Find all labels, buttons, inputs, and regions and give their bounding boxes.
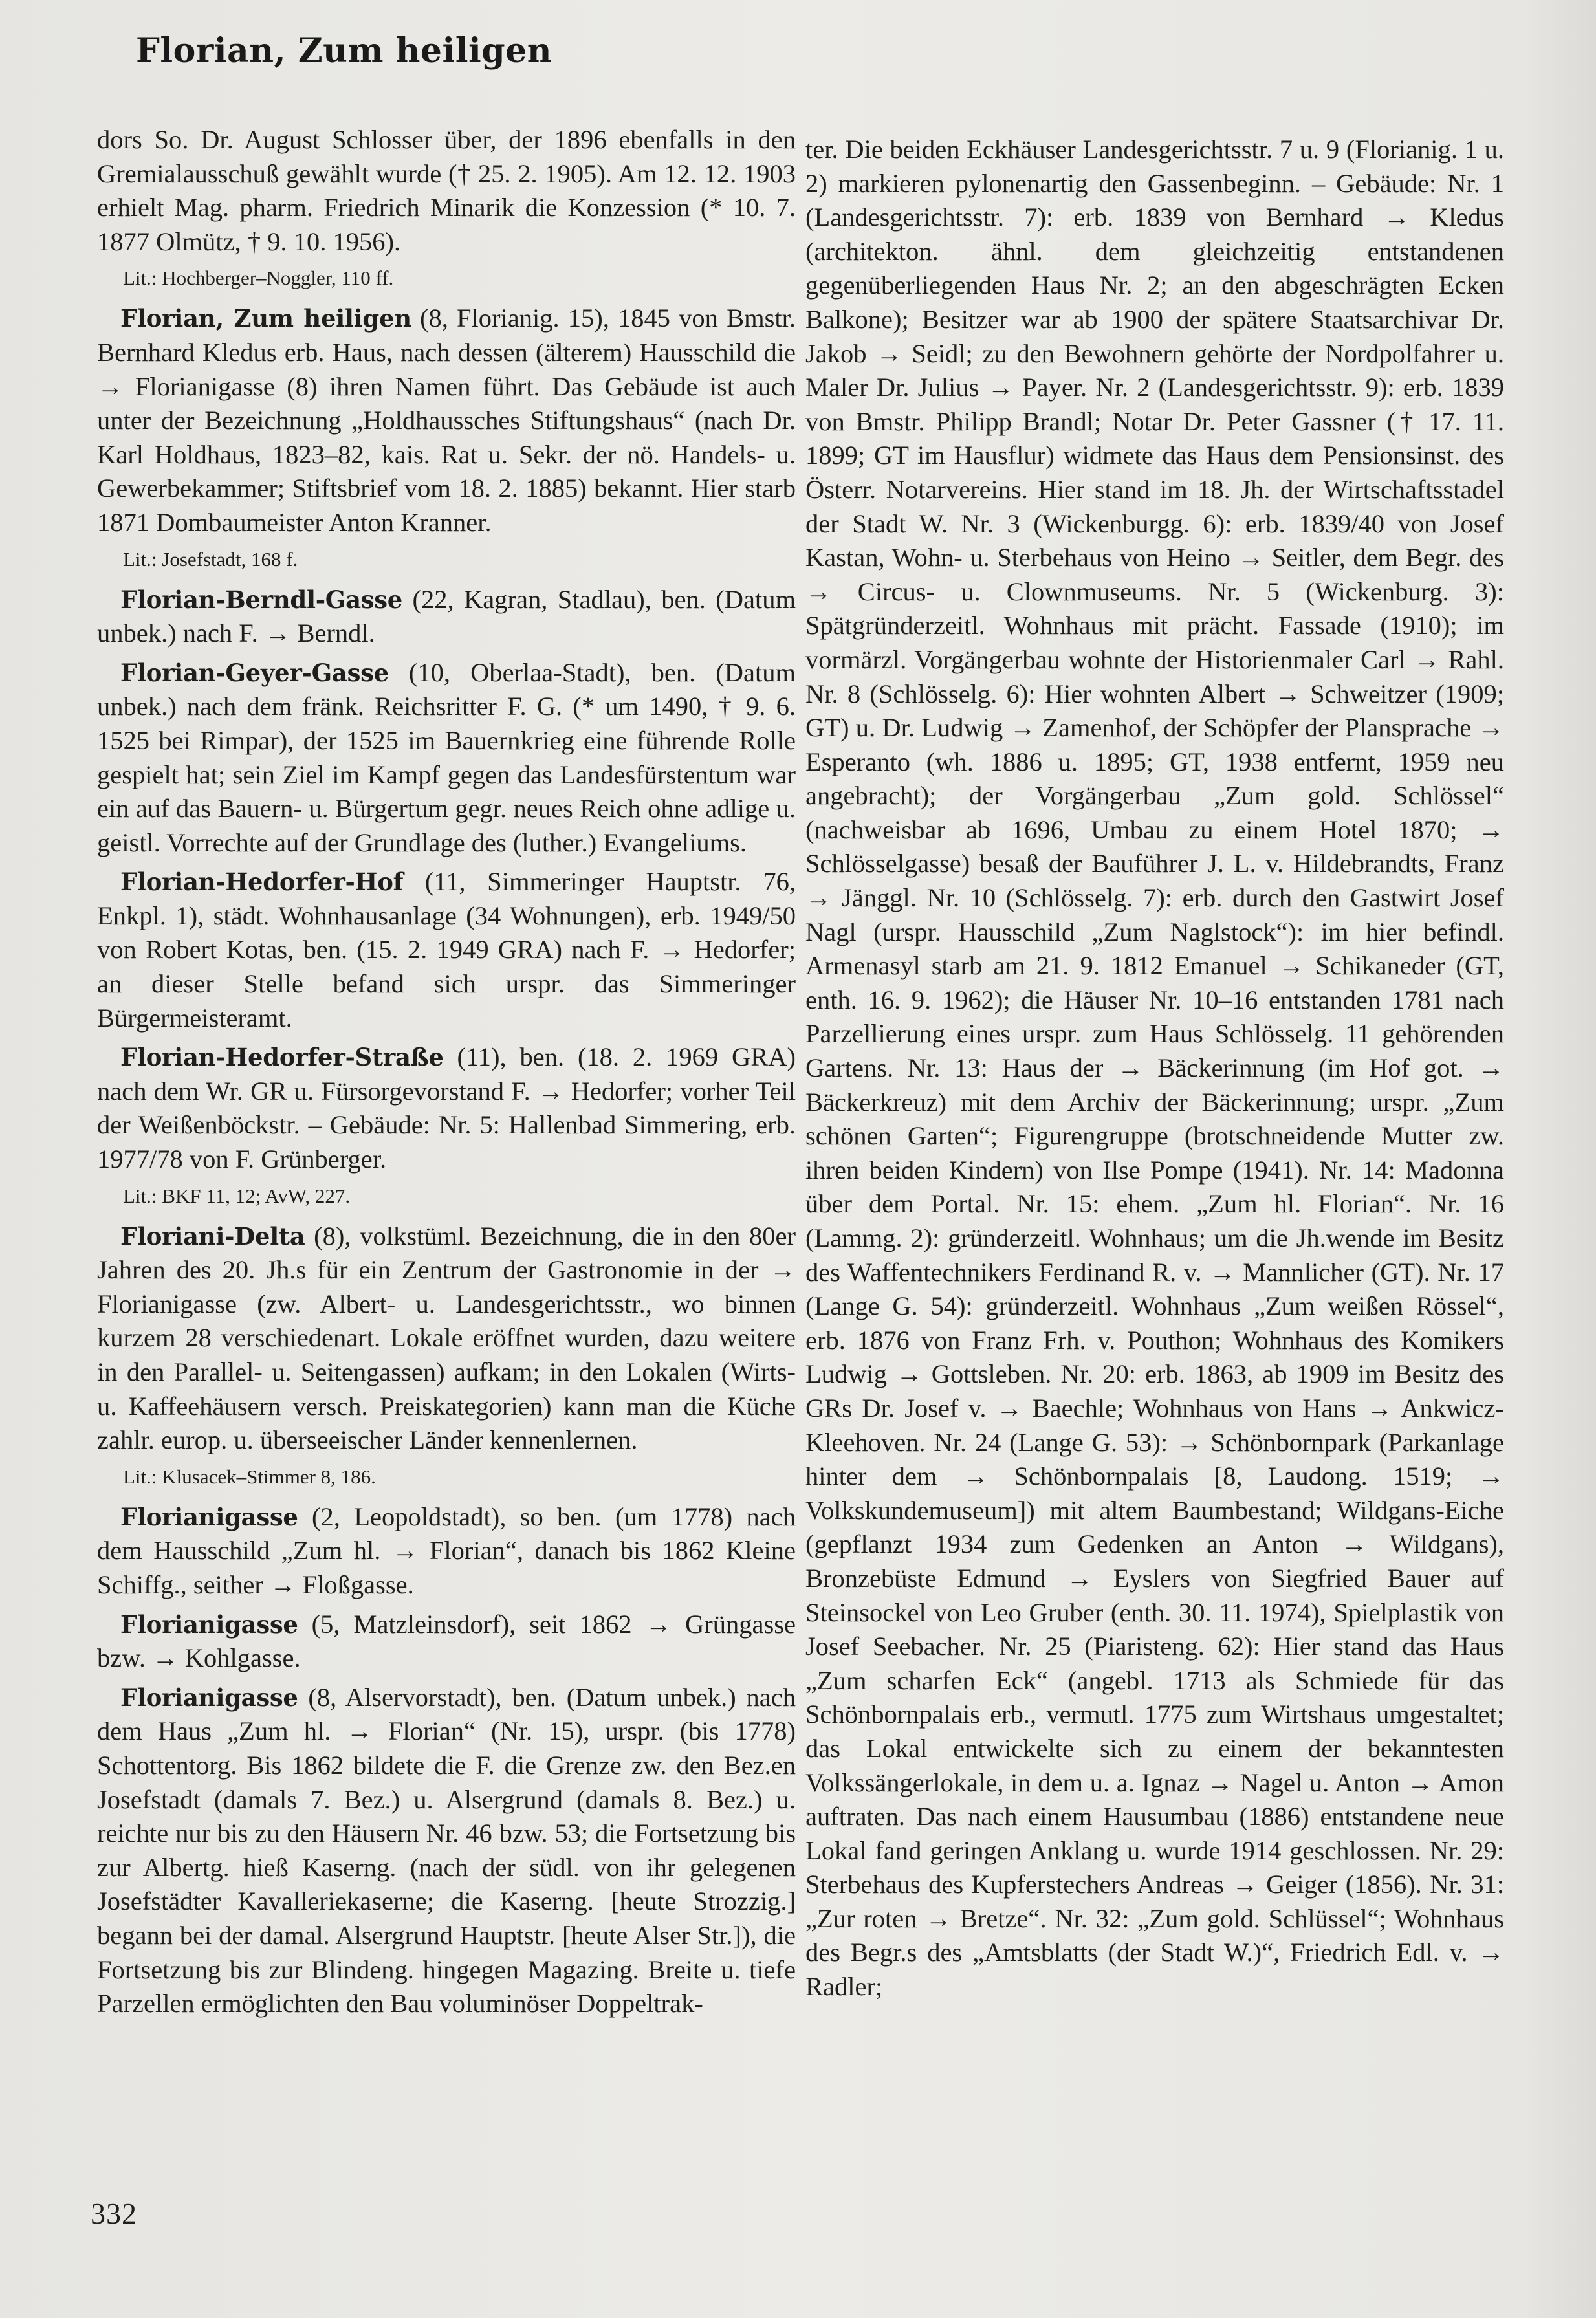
lexicon-entry	[97, 865, 796, 1035]
continuation-paragraph: ter. Die beiden Eckhäuser Landesgerichtsstr. 7 u. 9 (Florianig. 1 u. 2) markieren pylonenartig den Gassenbeginn. – Gebäude: Nr. 1 (Landesgerichtsstr. 7): erb. 1839 von Bernhard → Kledus (architekton. ähnl. dem gleichzeitig entstandenen gegenüberliegenden Haus Nr. 2; an den abgeschrägten Ecken Balkone); Besitzer war ab 1900 der spätere Staatsarchivar Dr. Jakob → Seidl; zu den Bewohnern gehörte der Nordpolfahrer u. Maler Dr. Julius → Payer. Nr. 2 (Landesgerichtsstr. 9): erb. 1839 von Bmstr. Philipp Brandl; Notar Dr. Peter Gassner († 17. 11. 1899; GT im Hausflur) widmete das Haus dem Pensionsinst. des Österr. Notarvereins. Hier stand im 18. Jh. der Wirtschaftsstadel der Stadt W. Nr. 3 (Wickenburgg. 6): erb. 1839/40 von Josef Kastan, Wohn- u. Sterbehaus von Heino → Seitler, dem Begr. des → Circus- u. Clownmuseums. Nr. 5 (Wickenburg. 3): Spätgründerzeitl. Wohnhaus mit prächt. Fassade (1910); im vormärzl. Vorgängerbau wohnte der Historienmaler Carl → Rahl. Nr. 8 (Schlösselg. 6): Hier wohnten Albert → Schweitzer (1909; GT) u. Dr. Ludwig → Zamenhof, der Schöpfer der Plansprache → Esperanto (wh. 1886 u. 1895; GT, 1938 entfernt, 1959 neu angebracht); der Vorgängerbau „Zum gold. Schlössel“ (nachweisbar ab 1696, Umbau zu einem Hotel 1870; → Schlösselgasse) besaß der Bauführer J. L. v. Hildebrandts, Franz → Jänggl. Nr. 10 (Schlösselg. 7): erb. durch den Gastwirt Josef Nagl (urspr. Hausschild „Zum Naglstock“): im hier befindl. Armenasyl starb am 21. 9. 1812 Emanuel → Schikaneder (GT, enth. 16. 9. 1962); die Häuser Nr. 10–16 entstanden 1781 nach Parzellierung eines urspr. zum Haus Schlösselg. 11 gehörenden Gartens. Nr. 13: Haus der → Bäckerinnung (im Hof got. → Bäckerkreuz) mit dem Archiv der Bäckerinnung; urspr. „Zum schönen Garten“; Figurengruppe (brotschneidende Mutter zw. ihren beiden Kindern) von Ilse Pompe (1941). Nr. 14: Madonna über dem Portal. Nr. 15: ehem. „Zum hl. Florian“. Nr. 16 (Lammg. 2): gründerzeitl. Wohnhaus; um die Jh.wende im Besitz des Waffentechnikers Ferdinand R. v. → Mannlicher (GT). Nr. 17 (Lange G. 54): gründerzeitl. Wohnhaus „Zum weißen Rössel“, erb. 1876 von Franz Frh. v. Pouthon; Wohnhaus des Komikers Ludwig → Gottsleben. Nr. 20: erb. 1863, ab 1909 im Besitz des GRs Dr. Josef v. → Baechle; Wohnhaus von Hans → Ankwicz-Kleehoven. Nr. 24 (Lange G. 53): → Schönbornpark (Parkanlage hinter dem → Schönbornpalais [8, Laudong. 1519; → Volkskundemuseum]) mit altem Baumbestand; Wildgans-Eiche (gepflanzt 1934 zum Gedenken an Anton → Wildgans), Bronzebüste Edmund → Eyslers von Siegfried Bauer auf Steinsockel von Leo Gruber (enth. 30. 11. 1974), Spielplastik von Josef Seebacher. Nr. 25 (Piaristeng. 62): Hier stand das Haus „Zum scharfen Eck“ (angebl. 1713 als Schmiede für das Schönbornpalais erb., vermutl. 1775 zum Wirtshaus umgestaltet; das Lokal entwickelte sich zu einem der bekanntesten Volkssängerlokale, in dem u. a. Ignaz → Nagel u. Anton → Amon auftraten. Das nach einem Hausumbau (1886) entstandene neue Lokal fand geringen Anklang u. wurde 1914 geschlossen. Nr. 29: Sterbehaus des Kupferstechers Andreas → Geiger (1856). Nr. 31: „Zur roten → Bretze“. Nr. 32: „Zum gold. Schlüssel“; Wohnhaus des Begr.s des „Amtsblatts (der Stadt W.)“, Friedrich Edl. v. → Radler;	[805, 135, 1504, 2002]
literature-reference: Lit.: Hochberger–Noggler, 110 ff.	[123, 267, 394, 290]
lexicon-entry	[97, 301, 796, 540]
literature-reference: Lit.: BKF 11, 12; AvW, 227.	[123, 1184, 351, 1207]
lexicon-entry	[97, 1681, 796, 2021]
right-column	[805, 133, 1504, 2009]
entry-headword: Florian-Hedorfer-Straße	[120, 1043, 444, 1072]
entry-text: (11, Simmeringer Hauptstr. 76, Enkpl. 1), städt. Wohnhausanlage (34 Wohnungen), erb. 1949/50 von Robert Kotas, ben. (15. 2. 1949 GRA) nach F. → Hedorfer; an dieser Stelle befand sich urspr. das Simmeringer Bürgermeisteramt.	[97, 867, 796, 1033]
entry-headword: Florianigasse	[120, 1502, 298, 1531]
entry-headword: Florianigasse	[120, 1683, 298, 1712]
lexicon-entry	[97, 656, 796, 860]
entry-text: (10, Oberlaa-Stadt), ben. (Datum unbek.) nach dem fränk. Reichsritter F. G. (* um 1490, † 9. 6. 1525 bei Rimpar), der 1525 im Bauernkrieg eine führende Rolle gespielt hat; sein Ziel im Kampf gegen das Landesfürstentum war ein auf das Bauern- u. Bürgertum gegr. neues Reich ohne adlige u. geistl. Vorrechte auf der Grundlage des (luther.) Evangeliums.	[97, 657, 796, 857]
entry-text: (8, Florianig. 15), 1845 von Bmstr. Bernhard Kledus erb. Haus, nach dessen (älterem) Hausschild die → Florianigasse (8) ihren Namen führt. Das Gebäude ist auch unter der Bezeichnung „Holdhaussches Stiftungshaus“ (nach Dr. Karl Holdhaus, 1823–82, kais. Rat u. Sekr. der nö. Handels- u. Gewerbekammer; Stiftsbrief vom 18. 2. 1885) bekannt. Hier starb 1871 Dombaumeister Anton Kranner.	[97, 303, 796, 537]
entry-text: (22, Kagran, Stadlau), ben. (Datum unbek.) nach F. → Berndl.	[97, 584, 796, 648]
lexicon-entry	[97, 1040, 796, 1176]
entry-text: (5, Matzleinsdorf), seit 1862 → Grüngasse bzw. → Kohlgasse.	[97, 1609, 796, 1673]
running-head-title: Florian, Zum heiligen	[136, 31, 552, 71]
lexicon-entry	[97, 1608, 796, 1676]
continuation-paragraph: dors So. Dr. August Schlosser über, der 1896 ebenfalls in den Gremialausschuß gewählt wurde († 25. 2. 1905). Am 12. 12. 1903 erhielt Mag. pharm. Friedrich Minarik die Konzession (* 10. 7. 1877 Olmütz, † 9. 10. 1956).	[97, 125, 796, 256]
literature-reference: Lit.: Klusacek–Stimmer 8, 186.	[123, 1465, 376, 1488]
entry-text: (2, Leopoldstadt), so ben. (um 1778) nach dem Hausschild „Zum hl. → Florian“, danach bis 1862 Kleine Schiffg., seither → Floßgasse.	[97, 1502, 796, 1599]
entry-headword: Florian-Hedorfer-Hof	[120, 868, 404, 897]
entry-headword: Florian-Berndl-Gasse	[120, 585, 403, 614]
entry-headword: Floriani-Delta	[120, 1221, 305, 1251]
page-edge-shadow	[1518, 0, 1596, 2318]
entry-headword: Florian, Zum heiligen	[120, 304, 411, 333]
lexicon-entry	[97, 1500, 796, 1602]
literature-reference: Lit.: Josefstadt, 168 f.	[123, 547, 298, 571]
entry-text: (11), ben. (18. 2. 1969 GRA) nach dem Wr. GR u. Fürsorgevorstand F. → Hedorfer; vorher Teil der Weißenböckstr. – Gebäude: Nr. 5: Hallenbad Simmering, erb. 1977/78 von F. Grünberger.	[97, 1042, 796, 1174]
left-column	[97, 123, 796, 2026]
entry-text: (8), volkstüml. Bezeichnung, die in den 80er Jahren des 20. Jh.s für ein Zentrum der Gastronomie in der → Florianigasse (zw. Albert- u. Landesgerichtsstr., wo binnen kurzem 28 verschiedenart. Lokale eröffnet wurden, dazu weitere in den Parallel- u. Seitengassen) aufkam; in den Lokalen (Wirts- u. Kaffeehäusern versch. Preiskategorien) kann man die Küche zahlr. europ. u. überseeischer Länder kennenlernen.	[97, 1221, 796, 1455]
entry-headword: Florian-Geyer-Gasse	[120, 658, 389, 687]
lexicon-entry	[97, 1219, 796, 1458]
page-number: 332	[91, 2197, 137, 2230]
lexicon-entry	[97, 583, 796, 651]
entry-text: (8, Alservorstadt), ben. (Datum unbek.) nach dem Haus „Zum hl. → Florian“ (Nr. 15), urspr. (bis 1778) Schottentorg. Bis 1862 bildete die F. die Grenze zw. den Bez.en Josefstadt (damals 7. Bez.) u. Alsergrund (damals 8. Bez.) u. reichte nur bis zu den Häusern Nr. 46 bzw. 53; die Fortsetzung bis zur Albertg. hieß Kaserng. (nach der südl. von ihr gelegenen Josefstädter Kavalleriekaserne; die Kaserng. [heute Strozzig.] begann bei der damal. Alsergrund Hauptstr. [heute Alser Str.]), die Fortsetzung bis zur Blindeng. hingegen Magazing. Breite u. tiefe Parzellen ermöglichten den Bau voluminöser Doppeltrak-	[97, 1682, 796, 2018]
entry-headword: Florianigasse	[120, 1610, 298, 1639]
